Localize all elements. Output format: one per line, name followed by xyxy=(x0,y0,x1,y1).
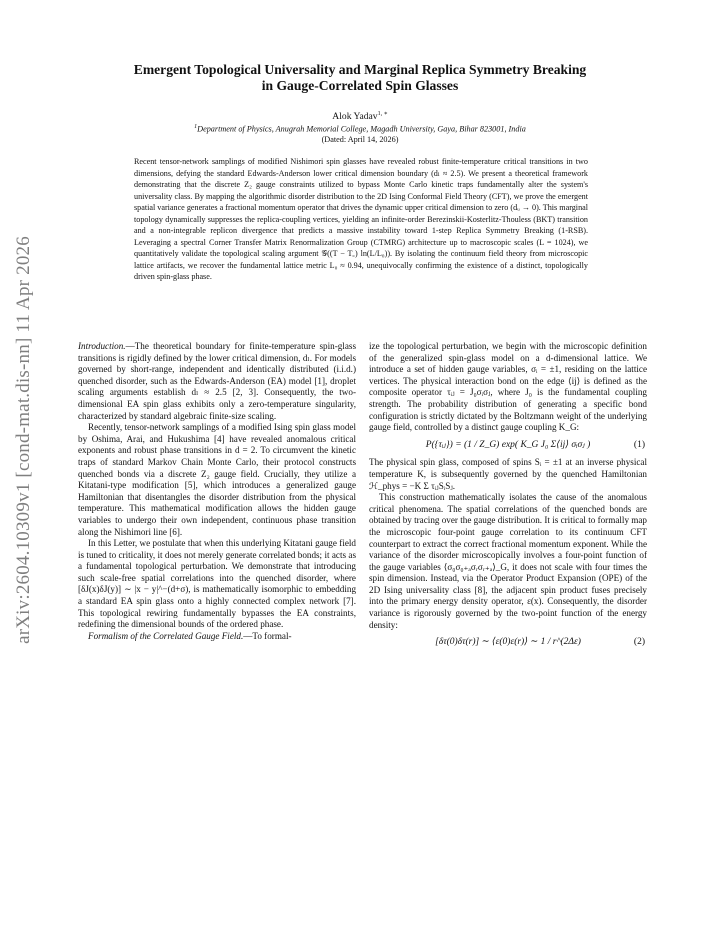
arxiv-identifier: arXiv:2604.10309v1 [cond-mat.dis-nn] 11 Apr 2026 xyxy=(13,236,34,644)
affiliation: Department of Physics, Anugrah Memorial College, Magadh University, Gaya, Bihar 823001, India xyxy=(197,124,526,134)
paper-header xyxy=(80,62,640,144)
equation-1-body: P({τᵢⱼ}) = (1 / Z_G) exp( K_G J₀ Σ⟨ij⟩ σᵢσⱼ ) xyxy=(425,439,591,450)
paragraph-recent-work: Recently, tensor-network samplings of a modified Ising spin glass model by Oshima, Arai, and Hukushima [4] have revealed anomalous critical exponents and robust phase transitions in d = 2. To circumvent the kinetic traps of standard Markov Chain Monte Carlo, their protocol constructs quenched bonds via a discrete Z₂ gauge field. Crucially, they utilize a Kitatani-type modification [5], which introduces a generalized gauge Hamiltonian that disentangles the disorder distribution from the physical temperature. This mathematical modification allows the hidden gauge variables to undergo their own independent, continuous phase transition along the Nishimori line [6]. xyxy=(78,422,356,537)
paragraph-construction: This construction mathematically isolates the cause of the anomalous critical phenomena. The spatial correlations of the quenched bonds are obtained by tracing over the gauge distribution. It is critical to formally map the microscopic four-point gauge correlation to its continuum CFT counterpart to extract the correct fractional momentum exponent. While the variance of the disorder microscopically involves a four-point function of the gauge variables ⟨σ₀σ₀₊ₐσᵣσᵣ₊ₐ⟩_G, it does not scale with four times the spin dimension. Instead, via the Operator Product Expansion (OPE) of the 2D Ising universality class [8], the adjacent spin product fuses precisely into the primary energy density operator, ε(x). Consequently, the disorder variance is rigorously governed by the two-point function of the energy density: xyxy=(369,492,647,630)
left-column xyxy=(78,341,356,642)
paragraph-hamiltonian: The physical spin glass, composed of spins Sᵢ = ±1 at an inverse physical temperature K, is subsequently governed by the quenched Hamiltonian ℋ_phys = −K Σ τᵢⱼSᵢSⱼ. xyxy=(369,457,647,491)
title-line-1: Emergent Topological Universality and Marginal Replica Symmetry Breaking xyxy=(133,62,587,77)
formalism-text: —To formal- xyxy=(243,630,292,641)
affiliation-mark: 1 xyxy=(194,124,198,131)
equation-2 xyxy=(369,631,647,655)
author-name: Alok Yadav xyxy=(332,111,378,123)
affiliation-line xyxy=(80,124,640,134)
equation-1-number: (1) xyxy=(633,439,645,450)
intro-runin-heading: Introduction. xyxy=(78,341,126,351)
right-column xyxy=(369,341,647,655)
equation-2-body: [δτ(0)δτ(r)] ∼ ⟨ε(0)ε(r)⟩ ∼ 1 / r^(2Δε) xyxy=(435,637,581,648)
author-line xyxy=(80,110,640,122)
author-marks: 1, ∗ xyxy=(377,111,388,117)
intro-paragraph xyxy=(78,341,356,422)
formalism-paragraph xyxy=(78,631,356,643)
paragraph-gauge-definition: ize the topological perturbation, we begin with the microscopic definition of the generalized spin-glass model on a d-dimensional lattice. We introduce a set of hidden gauge variables, σᵢ = ±1, residing on the lattice vertices. The physical interaction bond on the edge ⟨ij⟩ is defined as the composite operator τᵢⱼ = J₀σᵢσⱼ, where J₀ is the fundamental coupling strength. The probability distribution of generating a specific bond configuration is strictly dictated by the Boltzmann weight of the underlying gauge field, controlled by a distinct gauge coupling K_G: xyxy=(369,341,647,433)
equation-2-number: (2) xyxy=(633,637,645,648)
paper-title xyxy=(80,62,640,94)
date-line: (Dated: April 14, 2026) xyxy=(321,134,399,144)
formalism-runin-heading: Formalism of the Correlated Gauge Field. xyxy=(88,630,244,641)
arxiv-sidebar xyxy=(0,170,48,710)
abstract: Recent tensor-network samplings of modified Nishimori spin glasses have revealed robust finite-temperature critical transitions in two dimensions, defying the standard Edwards-Anderson lower critical dimension boundary (dₗ ≈ 2.5). We present a theoretical framework demonstrating that the discrete Z₂ gauge constraints utilized to bypass Monte Carlo kinetic traps fundamentally alter the system's universality class. By mapping the algorithmic disorder distribution to the 2D Ising Conformal Field Theory (CFT), we prove the emergent spatial variance generates a fractional momentum operator that drives the dynamic upper critical dimension to zero (dᵤ → 0). This marginal topology dynamically suppresses the replica-coupling vertices, yielding an infinite-order Berezinskii-Kosterlitz-Thouless (BKT) transition and a non-integrable replicon divergence that predicts a massive instability toward 1-step Replica Symmetry Breaking (1-RSB). Leveraging a spectral Corner Transfer Matrix Renormalization Group (CTMRG) architecture up to macroscopic scales (L = 1024), we quantitatively validate the topological scaling argument 𝒢((T − T꜀) ln(L/L₀)). By isolating the continuum field theory from microscopic lattice artifacts, we recover the fundamental lattice metric L₀ ≈ 0.94, unequivocally confirming the existence of a distinct, topologically driven spin-glass phase. xyxy=(134,157,588,282)
intro-text: —The theoretical boundary for finite-temperature spin-glass transitions is rigidly defined by the lower critical dimension, dₗ. For models governed by short-range, independent and identically distributed (i.i.d.) quenched disorder, such as the Edwards-Anderson (EA) model [1], droplet scaling arguments establish dₗ ≈ 2.5 [2, 3]. Consequently, the two-dimensional EA spin glass exhibits only a zero-temperature singularity, characterized by standard algebraic finite-size scaling. xyxy=(78,341,356,421)
paragraph-postulate: In this Letter, we postulate that when this underlying Kitatani gauge field is tuned to criticality, it does not merely generate correlated bonds; it acts as a fundamental topological perturbation. We demonstrate that introducing such scale-free spatial correlations into the quenched disorder, where [δJ(x)δJ(y)] ∼ |x − y|^−(d+σ), is mathematically isomorphic to embedding a standard EA spin glass onto a highly connected complex network [7]. This topological rewiring fundamentally bypasses the EA constraints, redefining the dimensional bounds of the ordered phase. xyxy=(78,538,356,630)
title-line-2: in Gauge-Correlated Spin Glasses xyxy=(261,78,459,93)
equation-1 xyxy=(369,434,647,458)
